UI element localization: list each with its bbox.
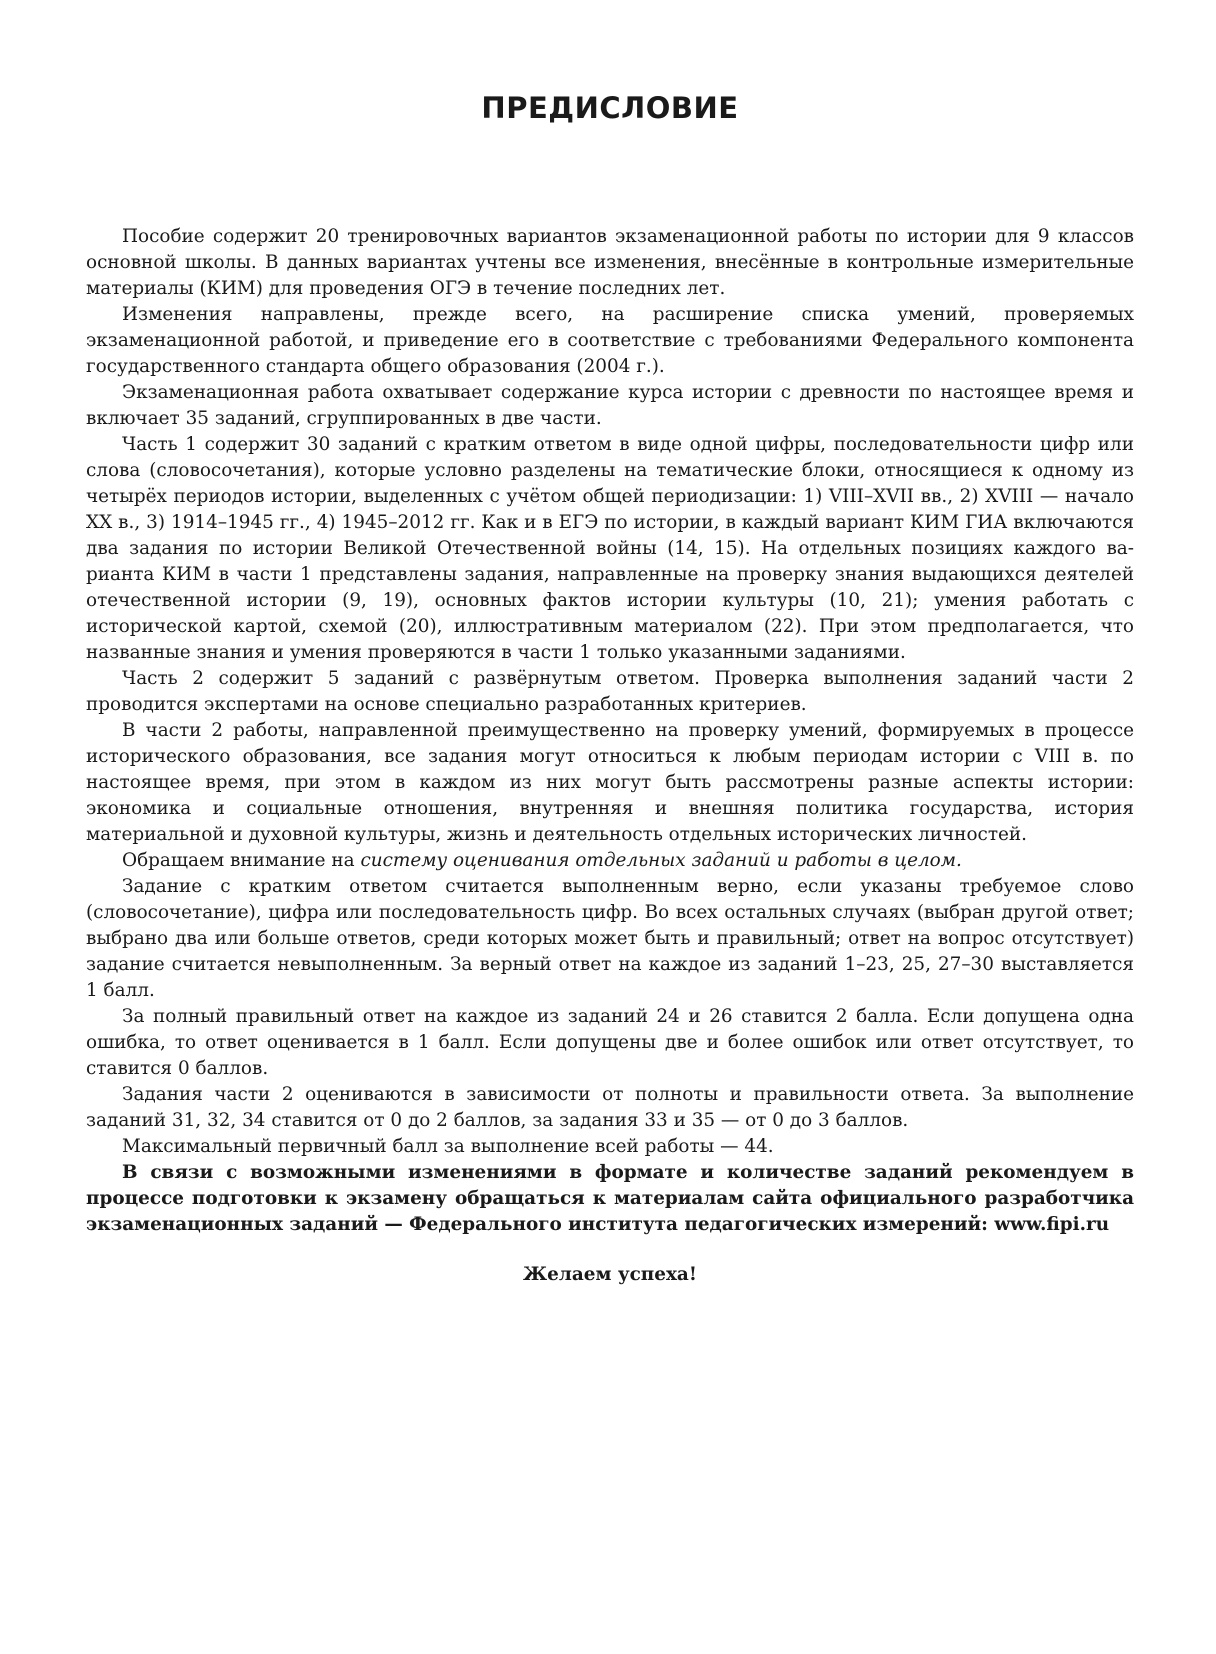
assessment-note-lead: Обращаем внимание на bbox=[122, 850, 361, 871]
paragraph-part2-details: В части 2 работы, направленной преимущественно на проверку умений, формируемых в процессе исторического образования, все задания могут относиться к любым периодам истории с VIII в. по настоящее время, при этом в каждом из них могут быть рассмотрены разные аспекты истории: экономика и социальные отношения, внутренняя и внешняя политика государства, история материальной и духовной культуры, жизнь и деятельность отдельных исторических личностей. bbox=[86, 720, 1134, 845]
paragraph-part2-scoring: Задания части 2 оцениваются в зависимости от полноты и правильности ответа. За выполнение заданий 31, 32, 34 ставится от 0 до 2 баллов, за задания 33 и 35 — от 0 до 3 баллов. bbox=[86, 1084, 1134, 1131]
paragraph-part2: Часть 2 содержит 5 заданий с развёрнутым ответом. Проверка выполнения заданий части 2 проводится экспертами на основе специально разработанных критериев. bbox=[86, 668, 1134, 715]
document-page bbox=[86, 88, 1134, 1288]
paragraph-full-answer-scoring: За полный правильный ответ на каждое из заданий 24 и 26 ставится 2 балла. Если допущена одна ошибка, то ответ оценивается в 1 балл. Если допущены две и более ошибок или ответ отсутствует, то ставится 0 баллов. bbox=[86, 1006, 1134, 1079]
paragraph-assessment-note bbox=[86, 848, 1134, 874]
page-title: ПРЕДИСЛОВИЕ bbox=[481, 91, 739, 125]
paragraph-max-score: Максимальный первичный балл за выполнение всей работы — 44. bbox=[122, 1136, 774, 1157]
paragraph-intro: Пособие содержит 20 тренировочных вариантов экзаменационной работы по истории для 9 классов основной школы. В данных вариантах учтены все изменения, внесённые в контрольные измерительные материалы (КИМ) для проведения ОГЭ в течение последних лет. bbox=[86, 226, 1134, 299]
paragraph-short-answer-scoring: Задание с кратким ответом считается выполненным верно, если указаны требуемое слово (словосочетание), цифра или последовательность цифр. Во всех остальных случаях (выбран другой ответ; выбрано два или больше ответов, среди которых может быть и правильный; ответ на вопрос отсутствует) задание считается невыполненным. За верный ответ на каждое из заданий 1–23, 25, 27–30 выставляется 1 балл. bbox=[86, 876, 1134, 1001]
paragraph-recommendation: В связи с возможными изменениями в формате и количестве заданий рекомендуем в процессе подготовки к экзамену обращаться к материалам сайта официального разработчика экзаменационных заданий — Федерального института педагогических измерений: www.fipi.ru bbox=[86, 1162, 1134, 1235]
paragraph-coverage: Экзаменационная работа охватывает содержание курса истории с древности по настоящее время и включает 35 заданий, сгруппированных в две части. bbox=[86, 382, 1134, 429]
closing-wish: Желаем успеха! bbox=[523, 1264, 697, 1285]
paragraph-part1: Часть 1 содержит 30 заданий с кратким ответом в виде одной цифры, последовательности цифр или слова (словосочетания), которые условно разделены на тематические блоки, относящиеся к одному из четырёх периодов истории, выделенных с учётом общей периодизации: 1) VIII–XVII вв., 2) XVIII — начало XX в., 3) 1914–1945 гг., 4) 1945–2012 гг. Как и в ЕГЭ по истории, в каждый вариант КИМ ГИА включаются два задания по истории Великой Отечественной войны (14, 15). На отдельных позициях каждого варианта КИМ в части 1 представлены задания, направленные на проверку знания выдающихся деятелей отечественной истории (9, 19), основных фактов истории культуры (10, 21); умения работать с исторической картой, схемой (20), иллюстративным материалом (22). При этом предполагается, что названные знания и умения проверяются в части 1 только указанными заданиями. bbox=[86, 434, 1134, 663]
preface-body bbox=[86, 224, 1134, 1238]
paragraph-changes: Изменения направлены, прежде всего, на расширение списка умений, проверяемых экзаменационной работой, и приведение его в соответствие с требованиями Федерального компонента государственного стандарта общего образования (2004 г.). bbox=[86, 304, 1134, 377]
assessment-note-emphasis: систему оценивания отдельных заданий и работы в целом. bbox=[360, 850, 962, 871]
